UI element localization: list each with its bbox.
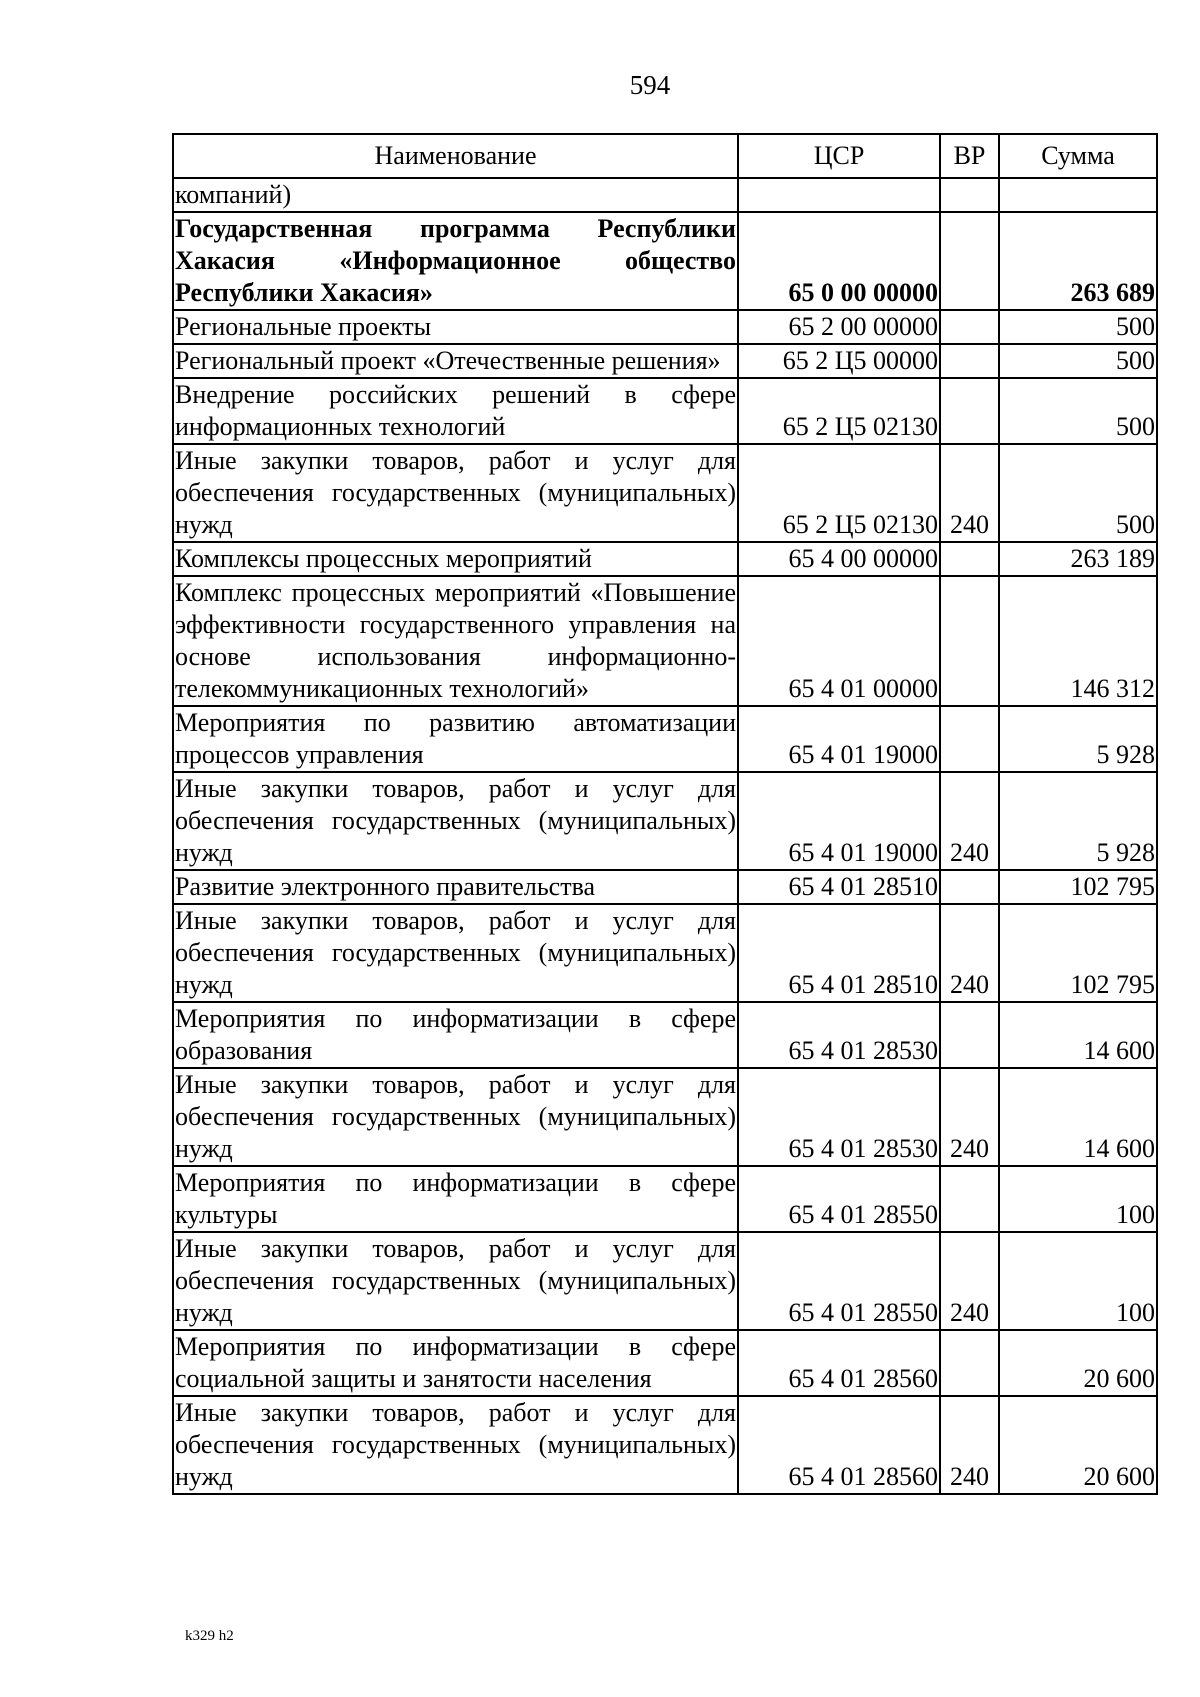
row-sum-cell: 20 600: [999, 1330, 1157, 1396]
table-row: [173, 706, 1157, 772]
row-sum-cell: 5 928: [999, 706, 1157, 772]
row-name-cell: Мероприятия по информатизации в сфере образования: [173, 1002, 738, 1068]
row-csr-cell: 65 2 Ц5 02130: [738, 444, 940, 542]
table-row: [173, 344, 1157, 378]
row-csr-cell: 65 4 01 00000: [738, 576, 940, 706]
header-name: Наименование: [173, 134, 738, 178]
row-vr-cell: [940, 310, 999, 344]
row-sum-cell: 500: [999, 310, 1157, 344]
row-sum-cell: 14 600: [999, 1068, 1157, 1166]
row-vr-cell: [940, 212, 999, 310]
row-sum-cell: 263 189: [999, 542, 1157, 576]
row-name-cell: Региональные проекты: [173, 310, 738, 344]
row-vr-cell: 240: [940, 1068, 999, 1166]
table-row: [173, 178, 1157, 212]
row-vr-cell: 240: [940, 904, 999, 1002]
row-vr-cell: [940, 870, 999, 904]
row-sum-cell: 102 795: [999, 870, 1157, 904]
row-csr-cell: 65 4 01 28550: [738, 1232, 940, 1330]
row-sum-cell: 500: [999, 344, 1157, 378]
row-csr-cell: 65 4 01 28560: [738, 1396, 940, 1494]
row-sum-cell: 500: [999, 444, 1157, 542]
row-csr-cell: 65 4 01 28560: [738, 1330, 940, 1396]
row-vr-cell: [940, 178, 999, 212]
table-row: [173, 1396, 1157, 1494]
row-vr-cell: [940, 1002, 999, 1068]
row-name-cell: Иные закупки товаров, работ и услуг для обеспечения государственных (муниципальных) нужд: [173, 1396, 738, 1494]
row-csr-cell: 65 2 00 00000: [738, 310, 940, 344]
row-vr-cell: [940, 576, 999, 706]
row-csr-cell: 65 4 01 28530: [738, 1002, 940, 1068]
row-vr-cell: [940, 378, 999, 444]
table-row: [173, 576, 1157, 706]
row-sum-cell: 263 689: [999, 212, 1157, 310]
row-name-cell: Иные закупки товаров, работ и услуг для обеспечения государственных (муниципальных) нужд: [173, 1232, 738, 1330]
row-sum-cell: 102 795: [999, 904, 1157, 1002]
row-vr-cell: 240: [940, 1396, 999, 1494]
row-vr-cell: [940, 344, 999, 378]
row-csr-cell: 65 4 01 28510: [738, 870, 940, 904]
page-number: 594: [629, 70, 671, 100]
row-csr-cell: 65 2 Ц5 02130: [738, 378, 940, 444]
row-vr-cell: [940, 706, 999, 772]
row-csr-cell: 65 4 01 28510: [738, 904, 940, 1002]
row-csr-cell: 65 4 00 00000: [738, 542, 940, 576]
row-csr-cell: 65 2 Ц5 00000: [738, 344, 940, 378]
row-sum-cell: 100: [999, 1232, 1157, 1330]
row-vr-cell: 240: [940, 772, 999, 870]
row-vr-cell: [940, 1166, 999, 1232]
table-row: [173, 310, 1157, 344]
table-row: [173, 1068, 1157, 1166]
row-name-cell: Развитие электронного правительства: [173, 870, 738, 904]
table-row: [173, 444, 1157, 542]
row-csr-cell: 65 0 00 00000: [738, 212, 940, 310]
row-name-cell: Иные закупки товаров, работ и услуг для обеспечения государственных (муниципальных) нужд: [173, 772, 738, 870]
table-row: [173, 378, 1157, 444]
row-csr-cell: [738, 178, 940, 212]
row-vr-cell: [940, 1330, 999, 1396]
table-row: [173, 870, 1157, 904]
row-csr-cell: 65 4 01 19000: [738, 706, 940, 772]
row-name-cell: Иные закупки товаров, работ и услуг для обеспечения государственных (муниципальных) нужд: [173, 1068, 738, 1166]
table-row: [173, 1330, 1157, 1396]
row-name-cell: Иные закупки товаров, работ и услуг для обеспечения государственных (муниципальных) нужд: [173, 904, 738, 1002]
row-name-cell: Комплексы процессных мероприятий: [173, 542, 738, 576]
row-name-cell: Мероприятия по информатизации в сфере культуры: [173, 1166, 738, 1232]
row-vr-cell: [940, 542, 999, 576]
table-row: [173, 542, 1157, 576]
header-sum: Сумма: [999, 134, 1157, 178]
row-name-cell: Мероприятия по информатизации в сфере социальной защиты и занятости населения: [173, 1330, 738, 1396]
row-sum-cell: 100: [999, 1166, 1157, 1232]
table-row: [173, 772, 1157, 870]
row-name-cell: Внедрение российских решений в сфере информационных технологий: [173, 378, 738, 444]
budget-table: [172, 133, 1158, 1495]
row-sum-cell: 14 600: [999, 1002, 1157, 1068]
table-row: [173, 1002, 1157, 1068]
row-name-cell: Иные закупки товаров, работ и услуг для обеспечения государственных (муниципальных) нужд: [173, 444, 738, 542]
table-row: [173, 904, 1157, 1002]
row-name-cell: Мероприятия по развитию автоматизации процессов управления: [173, 706, 738, 772]
header-csr: ЦСР: [738, 134, 940, 178]
row-name-cell: компаний): [173, 178, 738, 212]
header-vr: ВР: [940, 134, 999, 178]
row-vr-cell: 240: [940, 444, 999, 542]
row-sum-cell: 5 928: [999, 772, 1157, 870]
footer-code: k329 h2: [185, 1628, 234, 1644]
table-body: [173, 178, 1157, 1494]
row-csr-cell: 65 4 01 19000: [738, 772, 940, 870]
table-header-row: [173, 134, 1157, 178]
table-row: [173, 212, 1157, 310]
row-sum-cell: 146 312: [999, 576, 1157, 706]
row-sum-cell: [999, 178, 1157, 212]
row-sum-cell: 500: [999, 378, 1157, 444]
row-csr-cell: 65 4 01 28550: [738, 1166, 940, 1232]
row-name-cell: Комплекс процессных мероприятий «Повышение эффективности государственного управления на основе использования информационно-телекоммуникационных технологий»: [173, 576, 738, 706]
row-name-cell: Государственная программа Республики Хакасия «Информационное общество Республики Хакасия»: [173, 212, 738, 310]
row-sum-cell: 20 600: [999, 1396, 1157, 1494]
table-row: [173, 1166, 1157, 1232]
row-vr-cell: 240: [940, 1232, 999, 1330]
row-name-cell: Региональный проект «Отечественные решения»: [173, 344, 738, 378]
table-row: [173, 1232, 1157, 1330]
row-csr-cell: 65 4 01 28530: [738, 1068, 940, 1166]
